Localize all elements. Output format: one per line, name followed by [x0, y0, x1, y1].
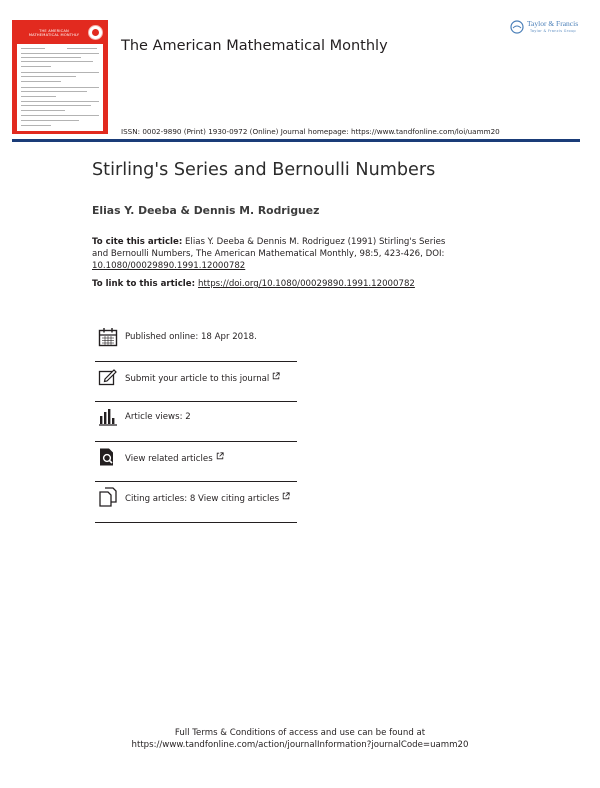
edit-icon — [98, 367, 118, 387]
published-row — [95, 322, 297, 360]
article-views-row — [95, 402, 297, 440]
citation-line-1: To cite this article: Elias Y. Deeba & Dennis M. Rodriguez (1991) Stirling's Series — [92, 237, 446, 247]
citing-articles-row[interactable] — [95, 482, 297, 520]
submit-article-row[interactable] — [95, 362, 297, 400]
publisher-logo-icon — [510, 20, 524, 34]
document-search-icon — [98, 447, 118, 467]
article-title: Stirling's Series and Bernoulli Numbers — [92, 160, 436, 180]
link-label: To link to this article: — [92, 279, 199, 289]
cover-journal-name: THE AMERICAN MATHEMATICAL MONTHLY — [28, 29, 80, 37]
footer-terms-text: Full Terms & Conditions of access and use can be found at — [174, 728, 426, 738]
copy-documents-icon — [98, 487, 118, 507]
issn-line — [121, 127, 500, 136]
external-link-icon — [272, 372, 280, 380]
citing-articles-link[interactable]: Citing articles: 8 View citing articles — [125, 492, 290, 504]
article-views: Article views: 2 — [125, 412, 191, 422]
citation-doi-link[interactable]: 10.1080/00029890.1991.12000782 — [92, 261, 246, 271]
citation-line-2: and Bernoulli Numbers, The American Mathematical Monthly, 98:5, 423-426, DOI: — [92, 249, 445, 259]
bar-chart-icon — [98, 407, 118, 427]
article-doi-link[interactable]: https://doi.org/10.1080/00029890.1991.12000782 — [198, 279, 415, 289]
related-articles-row[interactable] — [95, 442, 297, 480]
publisher-name: Taylor & Francis — [527, 19, 579, 28]
journal-homepage-link[interactable]: https://www.tandfonline.com/loi/uamm20 — [350, 127, 500, 136]
info-divider — [95, 522, 297, 523]
cover-seal-icon — [88, 25, 103, 40]
cover-contents-page — [17, 44, 103, 131]
issn-text: ISSN: 0002-9890 (Print) 1930-0972 (Online) Journal homepage: — [121, 127, 351, 136]
journal-title: The American Mathematical Monthly — [121, 38, 388, 54]
article-authors: Elias Y. Deeba & Dennis M. Rodriguez — [92, 204, 320, 217]
external-link-icon — [216, 452, 224, 460]
published-date: Published online: 18 Apr 2018. — [125, 332, 257, 342]
external-link-icon — [282, 492, 290, 500]
citation-line-3 — [92, 261, 245, 271]
publisher-tagline: Taylor & Francis Group — [530, 29, 576, 33]
footer-terms-link[interactable]: https://www.tandfonline.com/action/journalInformation?journalCode=uamm20 — [131, 740, 469, 750]
citation-label: To cite this article: — [92, 237, 183, 247]
journal-cover-thumbnail — [12, 20, 108, 134]
submit-article-link[interactable]: Submit your article to this journal — [125, 372, 280, 384]
related-articles-link[interactable]: View related articles — [125, 452, 224, 464]
article-link-line — [92, 279, 415, 289]
header-divider — [12, 139, 580, 142]
publisher-logo — [510, 18, 586, 38]
calendar-icon — [98, 327, 118, 347]
